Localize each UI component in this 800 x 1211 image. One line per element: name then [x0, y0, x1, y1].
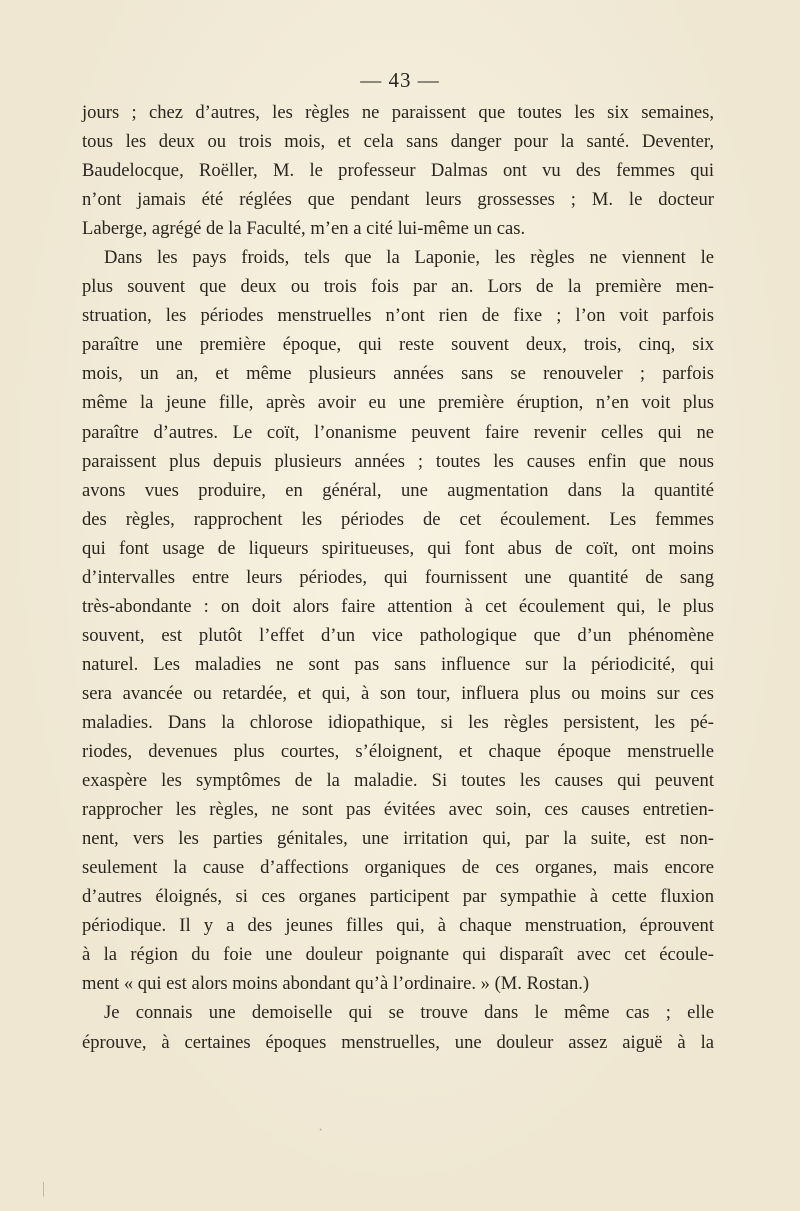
- text-line: tous les deux ou trois mois, et cela sans danger pour la santé. Deventer,: [82, 131, 714, 153]
- stain-mark: ·: [318, 1122, 324, 1139]
- text-line: très-abondante : on doit alors faire attention à cet écoulement qui, le plus: [82, 595, 714, 617]
- text-line: naturel. Les maladies ne sont pas sans influence sur la périodicité, qui: [82, 653, 714, 675]
- text-line: seulement la cause d’affections organiques de ces organes, mais encore: [82, 857, 714, 879]
- margin-mark: |: [42, 1180, 46, 1197]
- text-line: ment « qui est alors moins abondant qu’à l’ordinaire. » (M. Rostan.): [82, 973, 590, 995]
- text-line: sera avancée ou retardée, et qui, à son tour, influera plus ou moins sur ces: [82, 682, 714, 704]
- text-line: qui font usage de liqueurs spiritueuses, qui font abus de coït, ont moins: [82, 537, 714, 559]
- text-line: d’autres éloignés, si ces organes participent par sympathie à cette fluxion: [82, 886, 714, 908]
- text-line: exaspère les symptômes de la maladie. Si toutes les causes qui peuvent: [82, 770, 714, 792]
- text-line: paraître d’autres. Le coït, l’onanisme peuvent faire revenir celles qui ne: [82, 421, 714, 443]
- text-line: maladies. Dans la chlorose idiopathique, si les règles persistent, les pé-: [82, 711, 714, 733]
- text-line: jours ; chez d’autres, les règles ne paraissent que toutes les six semaines,: [82, 102, 714, 123]
- text-line: à la région du foie une douleur poignante qui disparaît avec cet écoule-: [82, 944, 714, 966]
- text-line: Dans les pays froids, tels que la Laponie, les règles ne viennent le: [104, 247, 714, 269]
- text-line: nent, vers les parties génitales, une irritation qui, par la suite, est non-: [82, 828, 714, 850]
- text-line: d’intervalles entre leurs périodes, qui fournissent une quantité de sang: [82, 566, 714, 588]
- text-line: périodique. Il y a des jeunes filles qui, à chaque menstruation, éprouvent: [82, 915, 714, 937]
- text-line: paraissent plus depuis plusieurs années ; toutes les causes enfin que nous: [82, 450, 714, 472]
- text-line: des règles, rapprochent les périodes de cet écoulement. Les femmes: [82, 508, 714, 530]
- text-line: Je connais une demoiselle qui se trouve dans le même cas ; elle: [104, 1002, 714, 1024]
- text-line: mois, un an, et même plusieurs années sans se renouveler ; parfois: [82, 363, 714, 385]
- text-line: plus souvent que deux ou trois fois par an. Lors de la première men-: [82, 276, 714, 298]
- text-line: riodes, devenues plus courtes, s’éloignent, et chaque époque menstruelle: [82, 741, 714, 763]
- text-line: éprouve, à certaines époques menstruelles, une douleur assez aiguë à la: [82, 1031, 714, 1053]
- text-line: rapprocher les règles, ne sont pas évitées avec soin, ces causes entretien-: [82, 799, 714, 821]
- text-line: même la jeune fille, après avoir eu une première éruption, n’en voit plus: [82, 392, 714, 414]
- text-line: n’ont jamais été réglées que pendant leurs grossesses ; M. le docteur: [82, 189, 714, 211]
- page-number: — 43 —: [360, 68, 440, 92]
- text-line: Laberge, agrégé de la Faculté, m’en a cité lui-même un cas.: [82, 218, 526, 240]
- body-text: [82, 98, 714, 1057]
- text-line: souvent, est plutôt l’effet d’un vice pathologique que d’un phénomène: [82, 624, 714, 646]
- text-line: struation, les périodes menstruelles n’ont rien de fixe ; l’on voit parfois: [82, 305, 714, 327]
- text-line: avons vues produire, en général, une augmentation dans la quantité: [82, 479, 714, 501]
- text-line: paraître une première époque, qui reste souvent deux, trois, cinq, six: [82, 334, 714, 356]
- text-line: Baudelocque, Roëller, M. le professeur Dalmas ont vu des femmes qui: [82, 160, 714, 182]
